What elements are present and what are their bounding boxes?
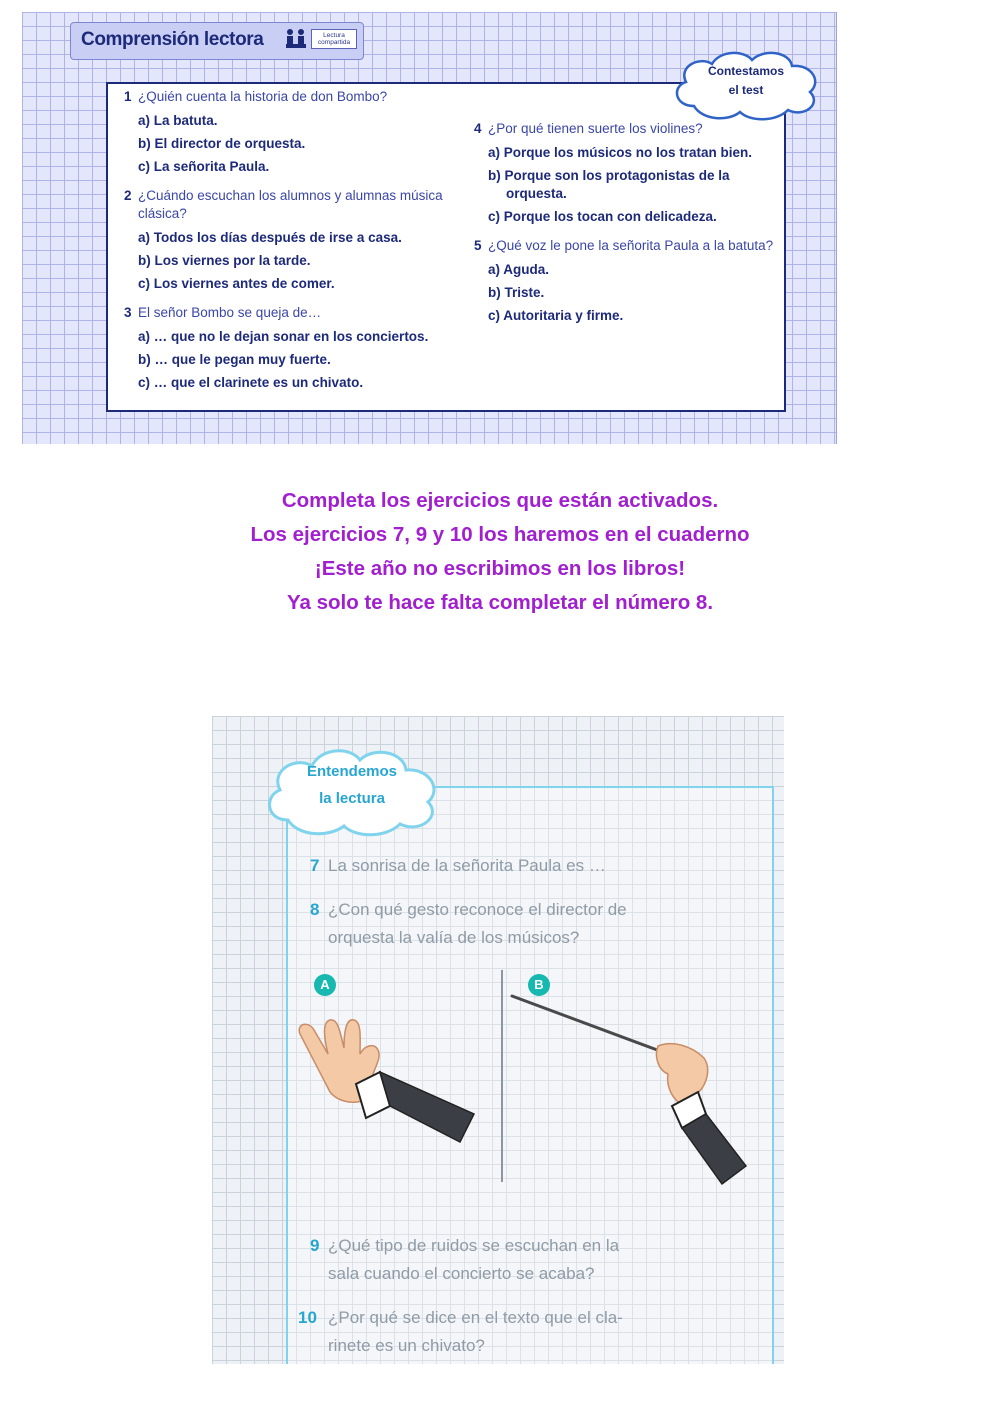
cloud-text-line2: el test xyxy=(728,83,764,97)
instruction-line: Los ejercicios 7, 9 y 10 los haremos en el cuaderno xyxy=(250,523,750,546)
cloud-line1: Entendemos xyxy=(306,763,397,780)
understanding-reading-panel xyxy=(212,716,784,1364)
questions-right-column xyxy=(474,120,774,330)
answer-option[interactable]: c) La señorita Paula. xyxy=(138,159,270,174)
question-number: 1 xyxy=(124,89,132,104)
question-text-line1: ¿Por qué se dice en el texto que el cla- xyxy=(328,1308,623,1327)
question-text: ¿Cuándo escuchan los alumnos y alumnas música clásica? xyxy=(138,188,443,221)
question-number: 10 xyxy=(298,1308,317,1327)
entendemos-cloud xyxy=(258,744,446,838)
option-a-label[interactable]: A xyxy=(314,974,336,996)
question-text-line2: rinete es un chivato? xyxy=(328,1336,485,1355)
question-3 xyxy=(124,304,464,322)
question-text-line2: sala cuando el concierto se acaba? xyxy=(328,1264,595,1283)
question-text: La sonrisa de la señorita Paula es … xyxy=(328,856,606,875)
shared-reading-badge: Lectura compartida xyxy=(311,29,357,49)
question-number: 5 xyxy=(474,238,482,253)
teacher-instructions xyxy=(100,484,900,620)
question-text-line2: orquesta la valía de los músicos? xyxy=(328,928,580,947)
question-2 xyxy=(124,187,464,223)
answer-option[interactable]: b) … que le pegan muy fuerte. xyxy=(138,352,331,367)
question-text: ¿Qué voz le pone la señorita Paula a la batuta? xyxy=(488,238,774,253)
answer-option[interactable]: b) El director de orquesta. xyxy=(138,136,306,151)
answer-option[interactable]: a) Porque los músicos no los tratan bien. xyxy=(488,145,753,160)
question-10 xyxy=(298,1304,728,1360)
cloud-line2: la lectura xyxy=(319,790,385,807)
question-text: ¿Por qué tienen suerte los violines? xyxy=(488,121,703,136)
question-text: ¿Quién cuenta la historia de don Bombo? xyxy=(138,89,388,104)
contestamos-cloud xyxy=(666,46,826,122)
answer-option[interactable]: c) … que el clarinete es un chivato. xyxy=(138,375,364,390)
answer-option[interactable]: a) … que no le dejan sonar en los conciertos. xyxy=(138,329,429,344)
reading-comprehension-test-panel xyxy=(22,12,837,444)
question-number: 8 xyxy=(310,900,320,919)
question-number: 2 xyxy=(124,188,132,203)
answer-option[interactable]: a) Aguda. xyxy=(488,262,550,277)
answer-option[interactable]: b) Porque son los protagonistas de la orquesta. xyxy=(488,168,730,201)
questions-left-column xyxy=(124,88,464,397)
question-number: 4 xyxy=(474,121,482,136)
answer-option[interactable]: b) Triste. xyxy=(488,285,545,300)
page-title: Comprensión lectora xyxy=(81,29,264,50)
shared-reading-icon xyxy=(284,27,308,53)
question-text-line1: ¿Qué tipo de ruidos se escuchan en la xyxy=(328,1236,620,1255)
question-text: El señor Bombo se queja de… xyxy=(138,305,322,320)
question-number: 9 xyxy=(310,1236,320,1255)
cloud-text-line1: Contestamos xyxy=(707,64,784,78)
question-text-line1: ¿Con qué gesto reconoce el director de xyxy=(328,900,627,919)
question-9 xyxy=(310,1232,728,1288)
question-7 xyxy=(310,852,728,880)
option-b-label[interactable]: B xyxy=(528,974,550,996)
answer-option[interactable]: c) Porque los tocan con delicadeza. xyxy=(488,209,717,224)
question-8 xyxy=(310,896,728,952)
instruction-line: Ya solo te hace falta completar el número 8. xyxy=(286,591,714,614)
instruction-line: Completa los ejercicios que están activados. xyxy=(281,489,719,512)
answer-option[interactable]: a) La batuta. xyxy=(138,113,218,128)
options-divider xyxy=(501,970,503,1182)
open-hand-gesture-icon[interactable] xyxy=(294,1002,494,1152)
question-number: 3 xyxy=(124,305,132,320)
question-1 xyxy=(124,88,464,106)
instruction-line: ¡Este año no escribimos en los libros! xyxy=(314,557,686,580)
question-4 xyxy=(474,120,774,138)
answer-option[interactable]: c) Los viernes antes de comer. xyxy=(138,276,335,291)
question-number: 7 xyxy=(310,856,320,875)
question-5 xyxy=(474,237,774,255)
title-bar xyxy=(70,22,364,60)
answer-option[interactable]: a) Todos los días después de irse a casa. xyxy=(138,230,402,245)
baton-gesture-icon[interactable] xyxy=(508,988,758,1188)
answer-option[interactable]: c) Autoritaria y firme. xyxy=(488,308,624,323)
answer-option[interactable]: b) Los viernes por la tarde. xyxy=(138,253,311,268)
